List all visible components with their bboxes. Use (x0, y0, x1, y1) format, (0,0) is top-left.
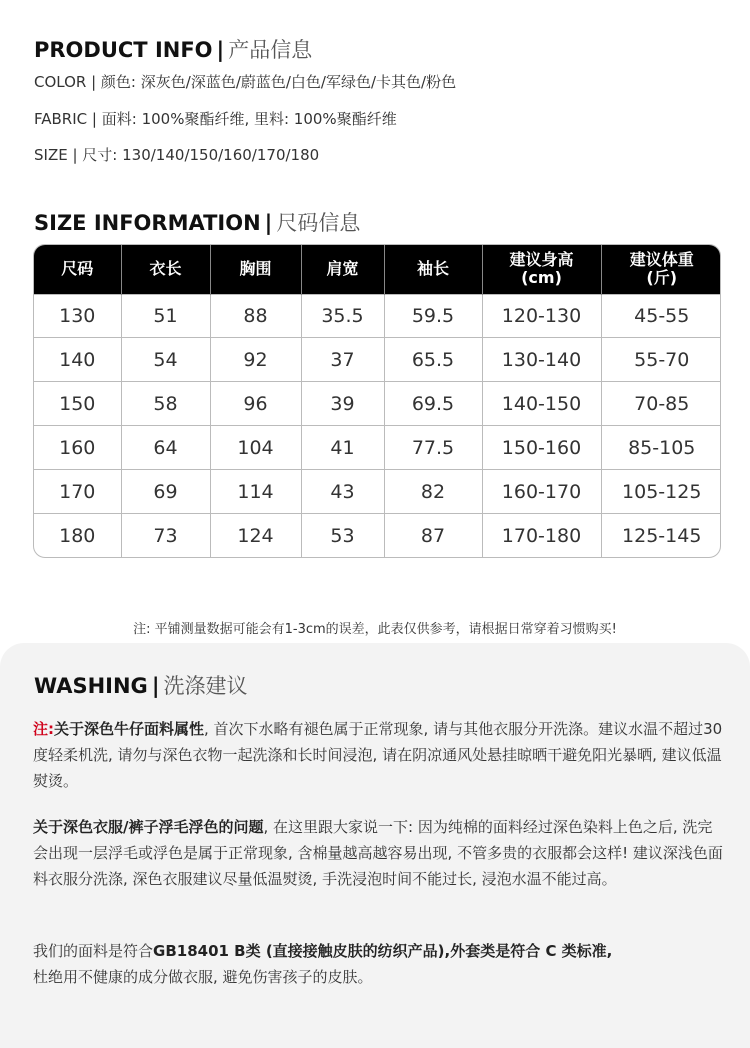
table-row (34, 426, 721, 470)
size-table-header-cell: 尺码 (34, 245, 121, 294)
table-cell: 73 (121, 514, 210, 557)
table-cell: 85-105 (601, 426, 721, 470)
table-cell: 120-130 (482, 294, 601, 338)
table-cell: 77.5 (384, 426, 482, 470)
color-value: 深灰色/深蓝色/蔚蓝色/白色/军绿色/卡其色/粉色 (140, 73, 457, 91)
table-cell: 125-145 (601, 514, 721, 557)
table-cell: 105-125 (601, 470, 721, 514)
table-cell: 180 (34, 514, 121, 557)
table-cell: 170-180 (482, 514, 601, 557)
size-table-header-cell: 肩宽 (301, 245, 384, 294)
table-row (34, 294, 721, 338)
table-row (34, 382, 721, 426)
washing-paragraph-3: 我们的面料是符合GB18401 B类 (直接接触皮肤的纺织产品),外套类是符合 C 类标准, 杜绝用不健康的成分做衣服, 避免伤害孩子的皮肤。 (33, 942, 613, 986)
size-table-header-cell: 衣长 (121, 245, 210, 294)
table-cell: 130 (34, 294, 121, 338)
table-row (34, 338, 721, 382)
table-cell: 45-55 (601, 294, 721, 338)
color-line (34, 71, 456, 92)
table-row (34, 470, 721, 514)
fabric-line (34, 108, 397, 129)
table-cell: 87 (384, 514, 482, 557)
table-cell: 104 (210, 426, 301, 470)
table-cell: 39 (301, 382, 384, 426)
table-cell: 58 (121, 382, 210, 426)
table-cell: 92 (210, 338, 301, 382)
table-cell: 150 (34, 382, 121, 426)
table-cell: 65.5 (384, 338, 482, 382)
table-cell: 59.5 (384, 294, 482, 338)
washing-paragraph-1: 注:关于深色牛仔面料属性, 首次下水略有褪色属于正常现象, 请与其他衣服分开洗涤。建议水温不超过30度轻柔机洗, 请勿与深色衣物一起洗涤和长时间浸泡, 请在阴凉通风处悬挂晾晒干避免阳光暴晒, 建议低温熨烫。 (33, 720, 723, 790)
size-table (33, 244, 721, 558)
size-label: SIZE | 尺寸: (34, 146, 118, 164)
table-cell: 43 (301, 470, 384, 514)
table-cell: 124 (210, 514, 301, 557)
table-cell: 69.5 (384, 382, 482, 426)
table-cell: 37 (301, 338, 384, 382)
table-cell: 140-150 (482, 382, 601, 426)
washing-paragraph-2: 关于深色衣服/裤子浮毛浮色的问题, 在这里跟大家说一下: 因为纯棉的面料经过深色染料上色之后, 洗完会出现一层浮毛或浮色是属于正常现象, 含棉量越高越容易出现, 不管多贵的衣服都会这样! 建议深浅色面料衣服分洗涤, 深色衣服建议尽量低温熨烫, 手洗浸泡时间不能过长, 浸泡水温不能过高。 (33, 818, 723, 888)
table-cell: 114 (210, 470, 301, 514)
size-table-header (34, 245, 721, 294)
size-line (34, 144, 319, 165)
table-cell: 53 (301, 514, 384, 557)
table-cell: 41 (301, 426, 384, 470)
table-cell: 64 (121, 426, 210, 470)
table-cell: 69 (121, 470, 210, 514)
table-cell: 51 (121, 294, 210, 338)
size-table-header-cell: 袖长 (384, 245, 482, 294)
size-table-header-cell: 建议身高 (cm) (482, 245, 601, 294)
measurement-note: 注: 平铺测量数据可能会有1-3cm的误差，此表仅供参考，请根据日常穿着习惯购买! (133, 622, 617, 637)
table-cell: 170 (34, 470, 121, 514)
size-table-header-cell: 胸围 (210, 245, 301, 294)
table-cell: 88 (210, 294, 301, 338)
product-info-title: PRODUCT INFO | 产品信息 (34, 38, 313, 62)
table-cell: 160 (34, 426, 121, 470)
table-cell: 150-160 (482, 426, 601, 470)
washing-title: WASHING | 洗涤建议 (34, 674, 248, 698)
table-cell: 55-70 (601, 338, 721, 382)
table-cell: 140 (34, 338, 121, 382)
size-value: 130/140/150/160/170/180 (122, 146, 320, 164)
size-info-title: SIZE INFORMATION | 尺码信息 (34, 211, 361, 235)
fabric-value: 100%聚酯纤维, 里料: 100%聚酯纤维 (141, 110, 397, 128)
size-table-header-cell: 建议体重 (斤) (629, 250, 694, 288)
table-cell: 35.5 (301, 294, 384, 338)
color-label: COLOR | 颜色: (34, 73, 136, 91)
table-cell: 70-85 (601, 382, 721, 426)
table-row (34, 514, 721, 557)
fabric-label: FABRIC | 面料: (34, 110, 137, 128)
table-cell: 130-140 (482, 338, 601, 382)
table-cell: 160-170 (482, 470, 601, 514)
table-cell: 54 (121, 338, 210, 382)
table-cell: 96 (210, 382, 301, 426)
table-cell: 82 (384, 470, 482, 514)
